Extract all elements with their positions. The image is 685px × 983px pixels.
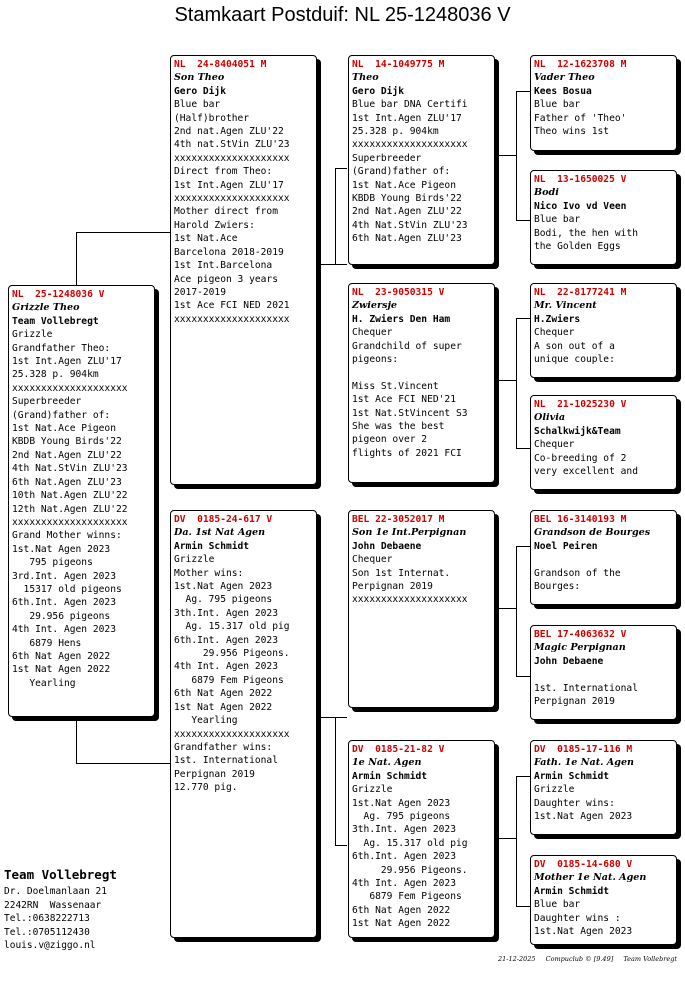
- card-line: Chequer: [352, 554, 393, 566]
- card-lines: [534, 898, 673, 938]
- card-line: 4th Int. Agen 2023: [12, 624, 116, 636]
- ring-number: NL 12-1623708 M: [534, 59, 627, 70]
- team-name: Team Vollebregt: [4, 867, 117, 882]
- card-line: Direct from Theo:: [174, 166, 273, 178]
- pigeon-name: Vader Theo: [534, 72, 595, 84]
- connector-line: [516, 91, 530, 92]
- card-line: KBDB Young Birds'22: [12, 436, 122, 448]
- card-line: Blue bar: [534, 99, 581, 111]
- card-line: Miss St.Vincent: [352, 380, 439, 392]
- owner-name: Armin Schmidt: [352, 770, 428, 782]
- connector-line: [496, 380, 516, 381]
- connector-line: [76, 716, 77, 763]
- connector-line: [335, 264, 347, 265]
- card-line: Daughter wins :: [534, 912, 621, 924]
- card-line: 4th nat.StVin ZLU'23: [174, 139, 290, 151]
- ring-number: NL 24-8404051 M: [174, 59, 267, 70]
- card-line: Harold Zwiers:: [174, 219, 255, 231]
- connector-line: [335, 717, 347, 718]
- owner-name: Armin Schmidt: [534, 885, 610, 897]
- owner-name: H. Zwiers Den Ham: [352, 313, 451, 325]
- card-line: 4th Int. Agen 2023: [352, 878, 456, 890]
- card-line: xxxxxxxxxxxxxxxxxxxx: [174, 728, 290, 740]
- connector-line: [496, 608, 516, 609]
- card-line: 6879 Fem Pigeons: [352, 891, 462, 903]
- card-line: Perpignan 2019: [174, 768, 255, 780]
- card-line: Son 1st Internat.: [352, 567, 451, 579]
- card-line: Grandson of the: [534, 567, 621, 579]
- pedigree-card-fm: [348, 283, 495, 483]
- card-line: 3th.Int. Agen 2023: [352, 824, 456, 836]
- card-line: 15317 old pigeons: [12, 583, 122, 595]
- footer: [0, 955, 685, 963]
- pedigree-card-mm: [348, 740, 495, 938]
- ring-number: NL 23-9050315 V: [352, 287, 445, 298]
- card-line: Blue bar: [534, 899, 581, 911]
- card-line: Ace pigeon 3 years: [174, 273, 278, 285]
- card-line: Theo wins 1st: [534, 126, 610, 138]
- card-line: Daughter wins:: [534, 797, 615, 809]
- card-line: Yearling: [174, 715, 238, 727]
- card-lines: [534, 553, 673, 593]
- card-line: xxxxxxxxxxxxxxxxxxxx: [174, 193, 290, 205]
- connector-line: [335, 168, 347, 169]
- ring-number: NL 21-1025230 V: [534, 399, 627, 410]
- pigeon-name: Fath. 1e Nat. Agen: [534, 757, 635, 769]
- owner-name: Team Vollebregt: [12, 315, 99, 327]
- pigeon-name: Magic Perpignan: [534, 642, 626, 654]
- card-line: 6th Nat Agen 2022: [352, 904, 451, 916]
- connector-line: [76, 232, 171, 233]
- team-email: louis.v@ziggo.nl: [4, 940, 96, 951]
- card-line: Perpignan 2019: [534, 696, 615, 708]
- card-line: 10th Nat.Agen ZLU'22: [12, 490, 128, 502]
- pedigree-card-mfm: [530, 625, 677, 720]
- card-line: xxxxxxxxxxxxxxxxxxxx: [12, 516, 128, 528]
- ring-number: NL 22-8177241 M: [534, 287, 627, 298]
- card-line: 1st Nat Agen 2022: [12, 664, 111, 676]
- pedigree-card-mmm: [530, 855, 677, 945]
- connector-line: [516, 546, 517, 676]
- team-phone-2: Tel.:0705112430: [4, 926, 90, 938]
- card-line: (Half)brother: [174, 112, 250, 124]
- pigeon-name: Son 1e Int.Perpignan: [352, 527, 467, 539]
- connector-line: [516, 448, 530, 449]
- pedigree-card-fmf: [530, 283, 677, 378]
- card-line: Grizzle: [352, 784, 393, 796]
- card-line: 1st Nat Agen 2022: [174, 701, 273, 713]
- card-line: xxxxxxxxxxxxxxxxxxxx: [352, 139, 468, 151]
- card-line: Ag. 15.317 old pig: [174, 621, 290, 633]
- card-line: 1st Ace FCI NED 2021: [174, 300, 290, 312]
- card-line: [352, 366, 491, 379]
- pigeon-name: 1e Nat. Agen: [352, 757, 422, 769]
- owner-name: Armin Schmidt: [174, 540, 250, 552]
- owner-name: Schalkwijk&Team: [534, 425, 621, 437]
- pigeon-name: Grandson de Bourges: [534, 527, 651, 539]
- card-line: 4th Int. Agen 2023: [174, 661, 278, 673]
- card-line: Blue bar: [534, 214, 581, 226]
- connector-line: [516, 906, 530, 907]
- card-line: Barcelona 2018-2019: [174, 246, 284, 258]
- card-line: Chequer: [352, 327, 393, 339]
- connector-line: [335, 168, 336, 264]
- ring-number: BEL 17-4063632 V: [534, 629, 627, 640]
- ring-number: DV 0185-17-116 M: [534, 744, 633, 755]
- card-line: Bourges:: [534, 581, 581, 593]
- card-line: Grizzle: [174, 554, 215, 566]
- card-lines: [352, 326, 491, 460]
- card-line: 1st Int.Barcelona: [174, 260, 273, 272]
- footer-date: 21-12-2025: [498, 955, 536, 963]
- card-line: Chequer: [534, 439, 575, 451]
- card-line: Superbreeder: [12, 396, 82, 408]
- connector-line: [516, 318, 530, 319]
- owner-name: Gero Dijk: [352, 85, 404, 97]
- ring-number: BEL 16-3140193 M: [534, 514, 627, 525]
- card-line: 1st.Nat Agen 2023: [174, 581, 273, 593]
- card-line: 29.956 Pigeons.: [174, 648, 290, 660]
- card-line: 1st Ace FCI NED'21: [352, 394, 456, 406]
- pigeon-name: Bodi: [534, 187, 559, 199]
- card-lines: [352, 98, 491, 245]
- card-line: 29.956 pigeons: [12, 610, 111, 622]
- card-lines: [352, 553, 491, 607]
- card-line: 1st Int.Agen ZLU'17: [352, 112, 462, 124]
- team-address: Dr. Doelmanlaan 21: [4, 886, 107, 897]
- card-line: (Grand)father of:: [352, 166, 451, 178]
- card-line: 1st.Nat Agen 2023: [534, 811, 633, 823]
- pedigree-card-mf: [348, 510, 495, 708]
- card-lines: [534, 213, 673, 253]
- card-line: 6th Nat.Agen ZLU'23: [352, 233, 462, 245]
- card-line: xxxxxxxxxxxxxxxxxxxx: [352, 594, 468, 606]
- pigeon-name: Da. 1st Nat Agen: [174, 527, 266, 539]
- card-lines: [174, 98, 313, 326]
- card-line: Blue bar: [174, 99, 221, 111]
- card-line: xxxxxxxxxxxxxxxxxxxx: [174, 152, 290, 164]
- card-line: 6th Nat Agen 2022: [12, 650, 111, 662]
- card-line: 4th Nat.StVin ZLU'23: [352, 219, 468, 231]
- card-line: Mother direct from: [174, 206, 278, 218]
- connector-line: [76, 232, 77, 287]
- connector-line: [516, 546, 530, 547]
- card-lines: [12, 328, 151, 690]
- card-line: xxxxxxxxxxxxxxxxxxxx: [12, 382, 128, 394]
- owner-name: Kees Bosua: [534, 85, 592, 97]
- footer-team: Team Vollebregt: [623, 955, 677, 963]
- card-line: Perpignan 2019: [352, 581, 433, 593]
- card-line: She was the best: [352, 421, 445, 433]
- owner-name: Armin Schmidt: [534, 770, 610, 782]
- pigeon-name: Theo: [352, 72, 379, 84]
- pigeon-name: Son Theo: [174, 72, 225, 84]
- pigeon-name: Mother 1e Nat. Agen: [534, 872, 647, 884]
- card-line: Grizzle: [534, 784, 575, 796]
- card-lines: [534, 326, 673, 366]
- card-line: [534, 553, 673, 566]
- owner-name: Noel Peiren: [534, 540, 598, 552]
- card-line: Ag. 795 pigeons: [174, 594, 273, 606]
- card-line: 1st. International: [174, 755, 278, 767]
- card-line: Grand Mother winns:: [12, 530, 122, 542]
- card-line: flights of 2021 FCI: [352, 447, 462, 459]
- connector-line: [335, 717, 336, 845]
- card-line: pigeons:: [352, 354, 399, 366]
- card-line: 1st.Nat Agen 2023: [352, 797, 451, 809]
- card-lines: [534, 98, 673, 138]
- pedigree-card-fff: [530, 55, 677, 151]
- footer-software: Compuclub © [9.49]: [545, 955, 614, 963]
- card-line: 1st Nat.StVincent S3: [352, 407, 468, 419]
- card-line: 1st Int.Agen ZLU'17: [12, 356, 122, 368]
- card-line: 6th Nat.Agen ZLU'23: [12, 476, 122, 488]
- card-line: xxxxxxxxxxxxxxxxxxxx: [174, 313, 290, 325]
- pedigree-card-father: [170, 55, 317, 485]
- card-line: [534, 668, 673, 681]
- card-line: 1st. International: [534, 682, 638, 694]
- connector-line: [516, 220, 530, 221]
- pedigree-card-subject: [8, 285, 155, 717]
- card-line: 6th.Int. Agen 2023: [12, 597, 116, 609]
- card-line: 1st Nat.Ace Pigeon: [12, 423, 116, 435]
- card-line: (Grand)father of:: [12, 409, 111, 421]
- ring-number: NL 14-1049775 M: [352, 59, 445, 70]
- card-line: 25.328 p. 904km: [352, 126, 439, 138]
- card-line: Ag. 15.317 old pig: [352, 837, 468, 849]
- card-line: Chequer: [534, 327, 575, 339]
- connector-line: [516, 91, 517, 220]
- card-line: 2nd Nat.Agen ZLU'22: [352, 206, 462, 218]
- ring-number: NL 25-1248036 V: [12, 289, 105, 300]
- owner-name: John Debaene: [352, 540, 422, 552]
- ring-number: NL 13-1650025 V: [534, 174, 627, 185]
- page-title: Stamkaart Postduif: NL 25-1248036 V: [174, 4, 511, 26]
- card-line: Mother wins:: [174, 567, 244, 579]
- owner-name: John Debaene: [534, 655, 604, 667]
- card-lines: [534, 668, 673, 708]
- card-line: Bodi, the hen with: [534, 227, 638, 239]
- card-line: 4th Nat.StVin ZLU'23: [12, 463, 128, 475]
- card-line: Father of 'Theo': [534, 112, 627, 124]
- card-line: 1st.Nat Agen 2023: [12, 543, 111, 555]
- card-line: 2017-2019: [174, 286, 226, 298]
- card-line: Grandchild of super: [352, 340, 462, 352]
- pedigree-card-ffm: [530, 170, 677, 265]
- card-lines: [534, 438, 673, 478]
- card-line: 29.956 Pigeons.: [352, 864, 468, 876]
- card-line: 1st Nat.Ace Pigeon: [352, 179, 456, 191]
- pedigree-card-ff: [348, 55, 495, 265]
- connector-line: [318, 264, 335, 265]
- card-line: pigeon over 2: [352, 434, 428, 446]
- card-line: 2nd Nat.Agen ZLU'22: [12, 449, 122, 461]
- card-line: 3rd.Int. Agen 2023: [12, 570, 116, 582]
- card-line: Superbreeder: [352, 152, 422, 164]
- card-line: 25.328 p. 904km: [12, 369, 99, 381]
- card-line: Yearling: [12, 677, 76, 689]
- connector-line: [496, 838, 516, 839]
- card-line: 3th.Int. Agen 2023: [174, 607, 278, 619]
- card-line: 12th Nat.Agen ZLU'22: [12, 503, 128, 515]
- card-line: 1st Int.Agen ZLU'17: [174, 179, 284, 191]
- connector-line: [496, 155, 516, 156]
- card-line: 1st.Nat Agen 2023: [534, 926, 633, 938]
- pedigree-card-fmm: [530, 395, 677, 490]
- card-line: unique couple:: [534, 354, 615, 366]
- card-line: the Golden Eggs: [534, 241, 621, 253]
- pedigree-card-mmf: [530, 740, 677, 835]
- card-line: A son out of a: [534, 340, 615, 352]
- pedigree-card-mother: [170, 510, 317, 938]
- pedigree-card-mff: [530, 510, 677, 605]
- ring-number: BEL 22-3052017 M: [352, 514, 445, 525]
- card-line: 795 pigeons: [12, 557, 93, 569]
- card-line: 12.770 pig.: [174, 782, 238, 794]
- pigeon-name: Olivia: [534, 412, 566, 424]
- card-line: KBDB Young Birds'22: [352, 193, 462, 205]
- card-line: 2nd nat.Agen ZLU'22: [174, 126, 284, 138]
- card-line: 1st Nat.Ace: [174, 233, 238, 245]
- owner-name: Gero Dijk: [174, 85, 226, 97]
- card-line: 6879 Hens: [12, 637, 82, 649]
- team-info: [4, 868, 117, 953]
- card-line: 6th.Int. Agen 2023: [174, 634, 278, 646]
- ring-number: DV 0185-24-617 V: [174, 514, 273, 525]
- pigeon-name: Zwiersje: [352, 300, 398, 312]
- card-lines: [534, 783, 673, 823]
- owner-name: H.Zwiers: [534, 313, 581, 325]
- card-line: Grizzle: [12, 329, 53, 341]
- team-postal: 2242RN Wassenaar: [4, 899, 102, 911]
- card-lines: [352, 783, 491, 930]
- card-line: very excellent and: [534, 466, 638, 478]
- card-line: Grandfather Theo:: [12, 342, 111, 354]
- card-line: Grandfather wins:: [174, 741, 273, 753]
- card-line: 6879 Fem Pigeons: [174, 674, 284, 686]
- connector-line: [76, 763, 171, 764]
- connector-line: [516, 776, 530, 777]
- team-phone-1: Tel.:0638222713: [4, 913, 90, 924]
- connector-line: [516, 776, 517, 906]
- connector-line: [335, 845, 347, 846]
- pigeon-name: Grizzle Theo: [12, 302, 80, 314]
- connector-line: [516, 676, 530, 677]
- card-line: 1st Nat Agen 2022: [352, 918, 451, 930]
- ring-number: DV 0185-21-82 V: [352, 744, 445, 755]
- ring-number: DV 0185-14-680 V: [534, 859, 633, 870]
- card-lines: [174, 553, 313, 794]
- owner-name: Nico Ivo vd Veen: [534, 200, 627, 212]
- card-line: Co-breeding of 2: [534, 452, 627, 464]
- pigeon-name: Mr. Vincent: [534, 300, 597, 312]
- connector-line: [516, 318, 517, 448]
- card-line: Ag. 795 pigeons: [352, 811, 451, 823]
- connector-line: [318, 717, 335, 718]
- card-line: 6th.Int. Agen 2023: [352, 851, 456, 863]
- card-line: Blue bar DNA Certifi: [352, 99, 468, 111]
- card-line: 6th Nat Agen 2022: [174, 688, 273, 700]
